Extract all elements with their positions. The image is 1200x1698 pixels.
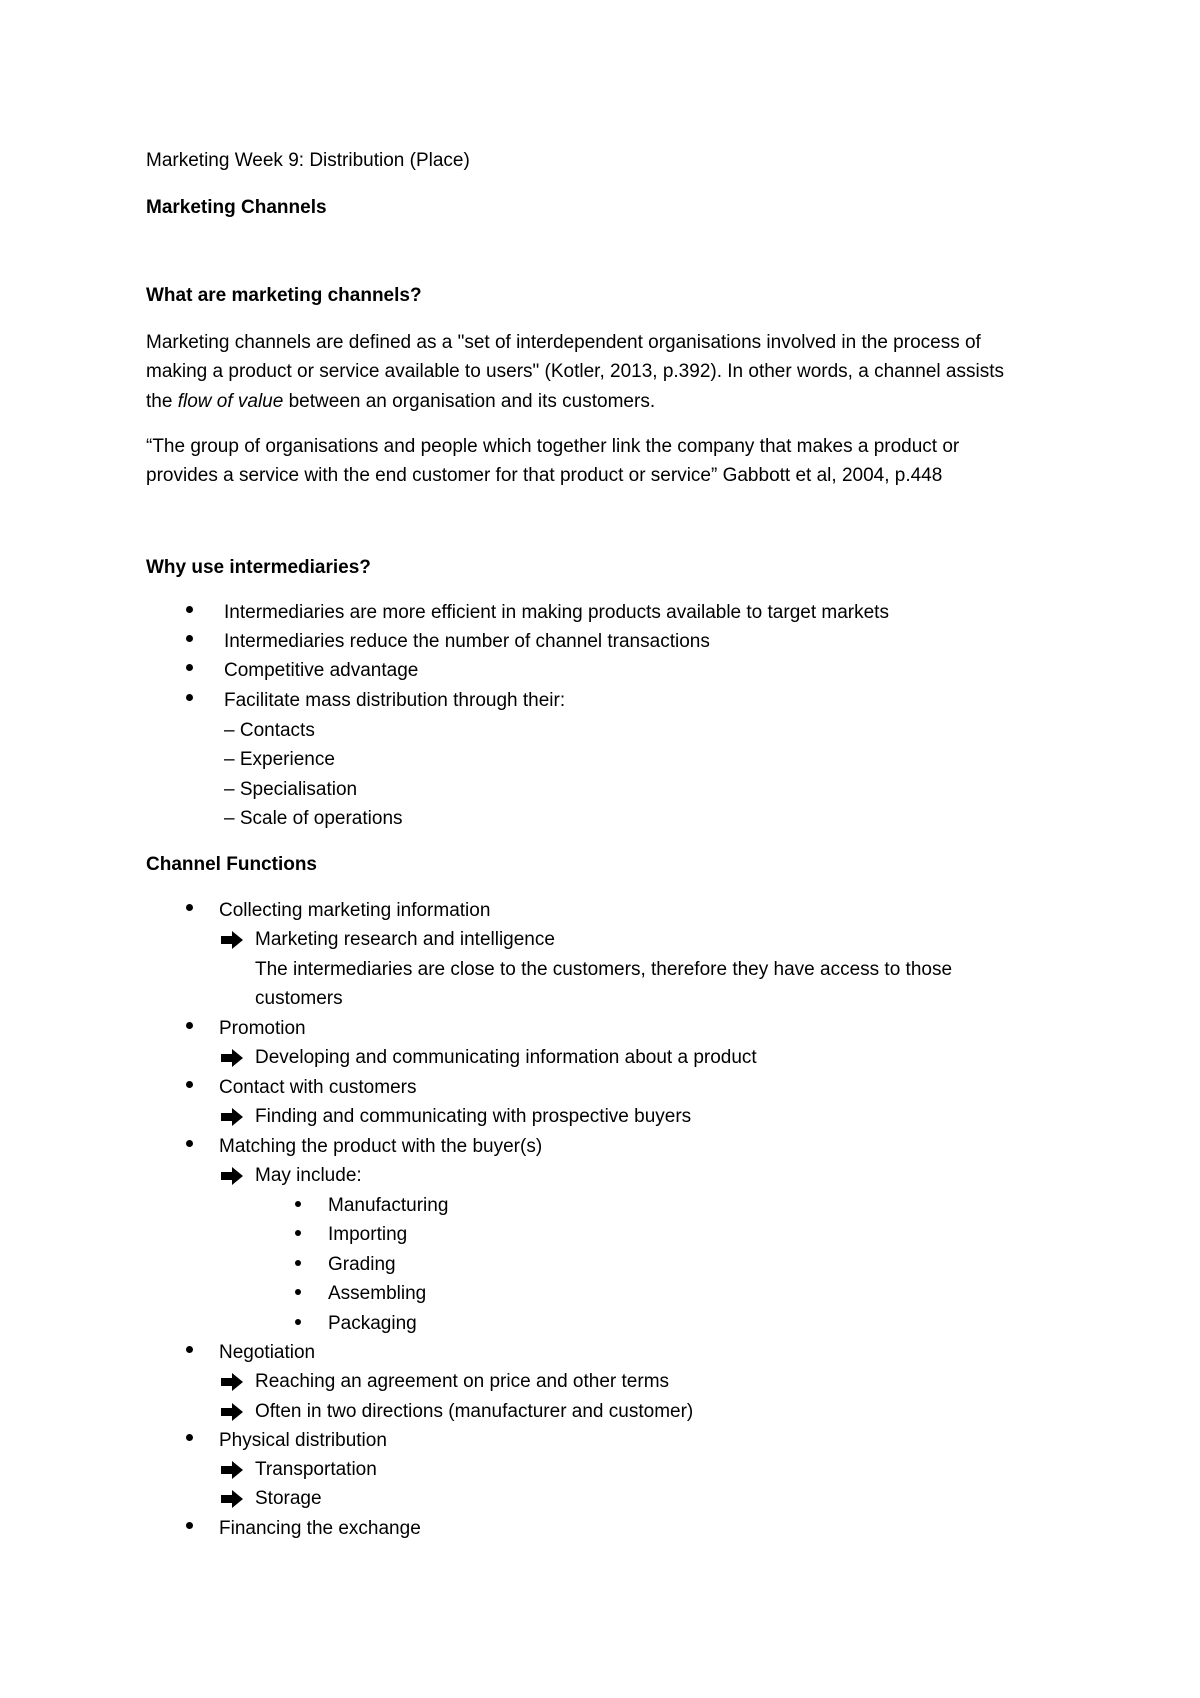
bullet-icon [295, 1230, 301, 1236]
heading-what-are-channels: What are marketing channels? [146, 285, 422, 306]
bullet-icon [295, 1260, 301, 1266]
nested-list-item: Assembling [328, 1283, 427, 1304]
bullet-icon [186, 664, 193, 671]
list-item: Promotion [219, 1018, 306, 1039]
arrow-right-icon [219, 1107, 245, 1127]
list-item: Intermediaries reduce the number of channel transactions [224, 631, 710, 652]
heading-channel-functions: Channel Functions [146, 854, 317, 875]
list-item: Collecting marketing information [219, 900, 491, 921]
sub-list-item: May include: [255, 1165, 362, 1186]
list-item: Financing the exchange [219, 1518, 421, 1539]
bullet-icon [186, 1081, 193, 1088]
emphasis-flow-of-value: flow of value [177, 391, 284, 412]
list-item: Negotiation [219, 1342, 316, 1363]
bullet-icon [186, 1346, 193, 1353]
paragraph-quote-line: provides a service with the end customer for that product or service” Gabbott et al, 2004, p.448 [146, 465, 943, 486]
arrow-right-icon [219, 930, 245, 950]
heading-marketing-channels: Marketing Channels [146, 197, 327, 218]
list-item: Competitive advantage [224, 660, 419, 681]
paragraph-definition-line [146, 390, 655, 414]
sub-list-item: Finding and communicating with prospective buyers [255, 1106, 692, 1127]
dash-list-item: – Specialisation [224, 779, 358, 800]
sub-list-item: Developing and communicating information about a product [255, 1047, 757, 1068]
note-line: customers [255, 988, 343, 1009]
arrow-right-icon [219, 1372, 245, 1392]
dash-list-item: – Contacts [224, 720, 315, 741]
paragraph-quote-line: “The group of organisations and people which together link the company that makes a product or [146, 436, 960, 457]
text-run: the [146, 391, 178, 412]
heading-why-intermediaries: Why use intermediaries? [146, 557, 371, 578]
paragraph-definition-line: making a product or service available to users" (Kotler, 2013, p.392). In other words, a channel assists [146, 361, 1004, 382]
bullet-icon [186, 606, 193, 613]
bullet-icon [186, 1522, 193, 1529]
nested-list-item: Grading [328, 1254, 396, 1275]
list-item: Intermediaries are more efficient in making products available to target markets [224, 602, 889, 623]
arrow-right-icon [219, 1460, 245, 1480]
dash-list-item: – Scale of operations [224, 808, 403, 829]
bullet-icon [186, 904, 193, 911]
nested-list-item: Packaging [328, 1313, 417, 1334]
arrow-right-icon [219, 1489, 245, 1509]
list-item: Contact with customers [219, 1077, 417, 1098]
text-run: between an organisation and its customers. [283, 391, 656, 412]
bullet-icon [186, 1434, 193, 1441]
document-title: Marketing Week 9: Distribution (Place) [146, 150, 470, 171]
paragraph-definition-line: Marketing channels are defined as a "set of interdependent organisations involved in the process of [146, 332, 981, 353]
bullet-icon [186, 694, 193, 701]
bullet-icon [295, 1201, 301, 1207]
bullet-icon [295, 1319, 301, 1325]
sub-list-item: Reaching an agreement on price and other terms [255, 1371, 670, 1392]
sub-list-item: Transportation [255, 1459, 377, 1480]
arrow-right-icon [219, 1402, 245, 1422]
note-line: The intermediaries are close to the customers, therefore they have access to those [255, 959, 953, 980]
bullet-icon [186, 1022, 193, 1029]
sub-list-item: Marketing research and intelligence [255, 929, 555, 950]
arrow-right-icon [219, 1166, 245, 1186]
arrow-right-icon [219, 1048, 245, 1068]
bullet-icon [295, 1289, 301, 1295]
list-item: Matching the product with the buyer(s) [219, 1136, 543, 1157]
bullet-icon [186, 1140, 193, 1147]
list-item: Facilitate mass distribution through their: [224, 690, 566, 711]
nested-list-item: Importing [328, 1224, 408, 1245]
sub-list-item: Storage [255, 1488, 322, 1509]
sub-list-item: Often in two directions (manufacturer and customer) [255, 1401, 694, 1422]
nested-list-item: Manufacturing [328, 1195, 449, 1216]
list-item: Physical distribution [219, 1430, 387, 1451]
bullet-icon [186, 635, 193, 642]
dash-list-item: – Experience [224, 749, 335, 770]
